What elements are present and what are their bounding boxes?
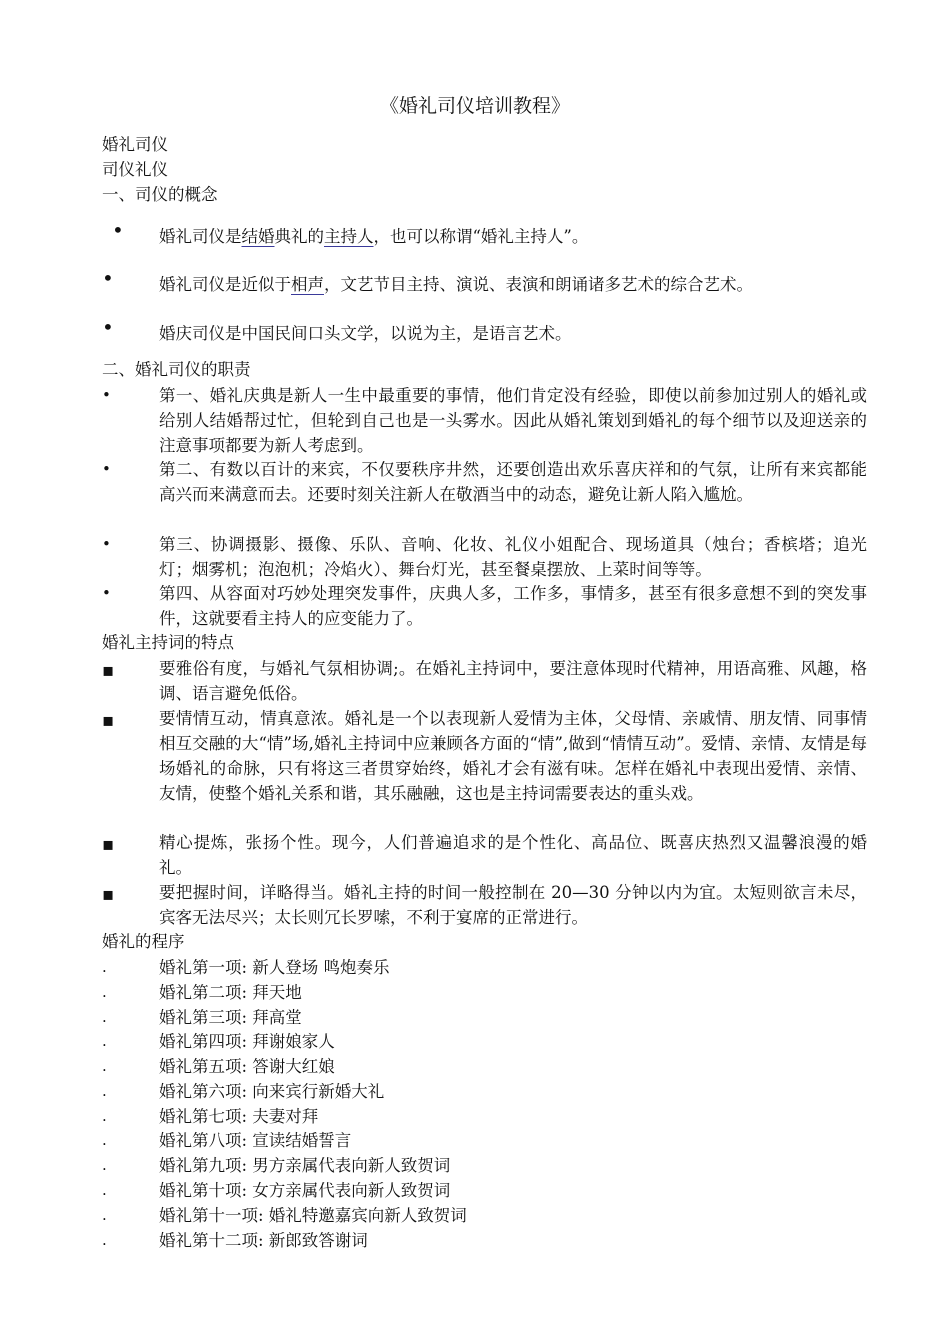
bullet-icon: • [102, 266, 114, 290]
bullet-icon: • [102, 535, 111, 553]
bullet-icon: . [102, 1231, 107, 1249]
list-item: ▪ 精心提炼，张扬个性。现今，人们普遍追求的是个性化、高品位、既喜庆热烈又温馨浪漫的婚礼。 [102, 833, 867, 877]
program-item: . 婚礼第三项: 拜高堂 [102, 1005, 867, 1030]
link-host[interactable]: 主持人 [324, 227, 374, 246]
bullet-icon: • [102, 460, 111, 478]
link-wedding[interactable]: 结婚 [241, 227, 275, 246]
bullet-icon: • [102, 315, 114, 339]
bullet-icon: ▪ [102, 884, 115, 905]
heading-wedding-emcee: 婚礼司仪 [102, 135, 168, 154]
program-item: . 婚礼第五项: 答谢大红娘 [102, 1054, 867, 1079]
bullet-icon: . [102, 1131, 107, 1149]
bullet-icon: . [102, 1181, 107, 1199]
program-item: . 婚礼第六项: 向来宾行新婚大礼 [102, 1079, 867, 1104]
list-item: ▪ 要情情互动，情真意浓。婚礼是一个以表现新人爱情为主体，父母情、亲戚情、朋友情、同事情相互交融的大“情”场,婚礼主持词中应兼顾各方面的“情”,做到“情情互动”。爱情、亲情、友情是每场婚礼的命脉，只有将这三者贯穿始终，婚礼才会有滋有味。怎样在婚礼中表现出爱情、亲情、友情，使整个婚礼关系和谐，其乐融融，这也是主持词需要表达的重头戏。 [102, 709, 867, 803]
section3-heading: 婚礼主持词的特点 [102, 633, 234, 652]
list-item: • 第一、婚礼庆典是新人一生中最重要的事情，他们肯定没有经验，即使以前参加过别人的婚礼或给别人结婚帮过忙，但轮到自己也是一头雾水。因此从婚礼策划到婚礼的每个细节以及迎送亲的注意事项都要为新人考虑到。 [102, 383, 867, 458]
list-item: • 婚庆司仪是中国民间口头文学，以说为主，是语言艺术。 [102, 315, 572, 343]
bullet-icon: . [102, 1008, 107, 1026]
bullet-icon: . [102, 983, 107, 1001]
list-item: ▪ 要把握时间，详略得当。婚礼主持的时间一般控制在 20—30 分钟以内为宜。太短则欲言未尽，宾客无法尽兴；太长则冗长罗嗦，不利于宴席的正常进行。 [102, 883, 867, 927]
heading-emcee-etiquette: 司仪礼仪 [102, 160, 168, 179]
program-item: . 婚礼第二项: 拜天地 [102, 980, 867, 1005]
section1-heading: 一、司仪的概念 [102, 185, 218, 204]
program-item: . 婚礼第七项: 夫妻对拜 [102, 1104, 867, 1129]
list-item: • 婚礼司仪是近似于相声，文艺节目主持、演说、表演和朗诵诸多艺术的综合艺术。 [102, 266, 753, 294]
bullet-icon: . [102, 1057, 107, 1075]
bullet-icon: . [102, 958, 107, 976]
program-item: . 婚礼第九项: 男方亲属代表向新人致贺词 [102, 1153, 867, 1178]
program-item: . 婚礼第十一项: 婚礼特邀嘉宾向新人致贺词 [102, 1203, 867, 1228]
program-item: . 婚礼第十二项: 新郎致答谢词 [102, 1228, 867, 1253]
bullet-icon: . [102, 1107, 107, 1125]
list-item: • 第二、有数以百计的来宾，不仅要秩序井然，还要创造出欢乐喜庆祥和的气氛，让所有来宾都能高兴而来满意而去。还要时刻关注新人在敬酒当中的动态，避免让新人陷入尴尬。 [102, 457, 867, 507]
program-item: . 婚礼第八项: 宣读结婚誓言 [102, 1128, 867, 1153]
bullet-icon: • [112, 218, 124, 242]
list-item: • 第四、从容面对巧妙处理突发事件，庆典人多，工作多，事情多，甚至有很多意想不到的突发事件，这就要看主持人的应变能力了。 [102, 581, 867, 631]
bullet-icon: ▪ [102, 834, 115, 855]
bullet-icon: • [102, 386, 111, 404]
bullet-icon: . [102, 1206, 107, 1224]
bullet-icon: ▪ [102, 660, 115, 681]
program-item: . 婚礼第一项: 新人登场 鸣炮奏乐 [102, 955, 867, 980]
document-title: 《婚礼司仪培训教程》 [379, 95, 570, 117]
section4-heading: 婚礼的程序 [102, 932, 185, 951]
list-item: • 第三、协调摄影、摄像、乐队、音响、化妆、礼仪小姐配合、现场道具（烛台；香槟塔；追光灯；烟雾机；泡泡机；冷焰火）、舞台灯光，甚至餐桌摆放、上菜时间等等。 [102, 532, 867, 582]
bullet-icon: . [102, 1156, 107, 1174]
link-crosstalk[interactable]: 相声 [291, 275, 324, 294]
bullet-icon: . [102, 1082, 107, 1100]
list-item: ▪ 要雅俗有度，与婚礼气氛相协调;。在婚礼主持词中，要注意体现时代精神，用语高雅、风趣，格调、语言避免低俗。 [102, 659, 867, 703]
bullet-icon: ▪ [102, 710, 115, 731]
bullet-icon: . [102, 1032, 107, 1050]
program-item: . 婚礼第四项: 拜谢娘家人 [102, 1029, 867, 1054]
section2-heading: 二、婚礼司仪的职责 [102, 360, 251, 379]
bullet-icon: • [102, 584, 111, 602]
program-item: . 婚礼第十项: 女方亲属代表向新人致贺词 [102, 1178, 867, 1203]
list-item: • 婚礼司仪是结婚典礼的主持人，也可以称谓“婚礼主持人”。 [112, 218, 589, 246]
